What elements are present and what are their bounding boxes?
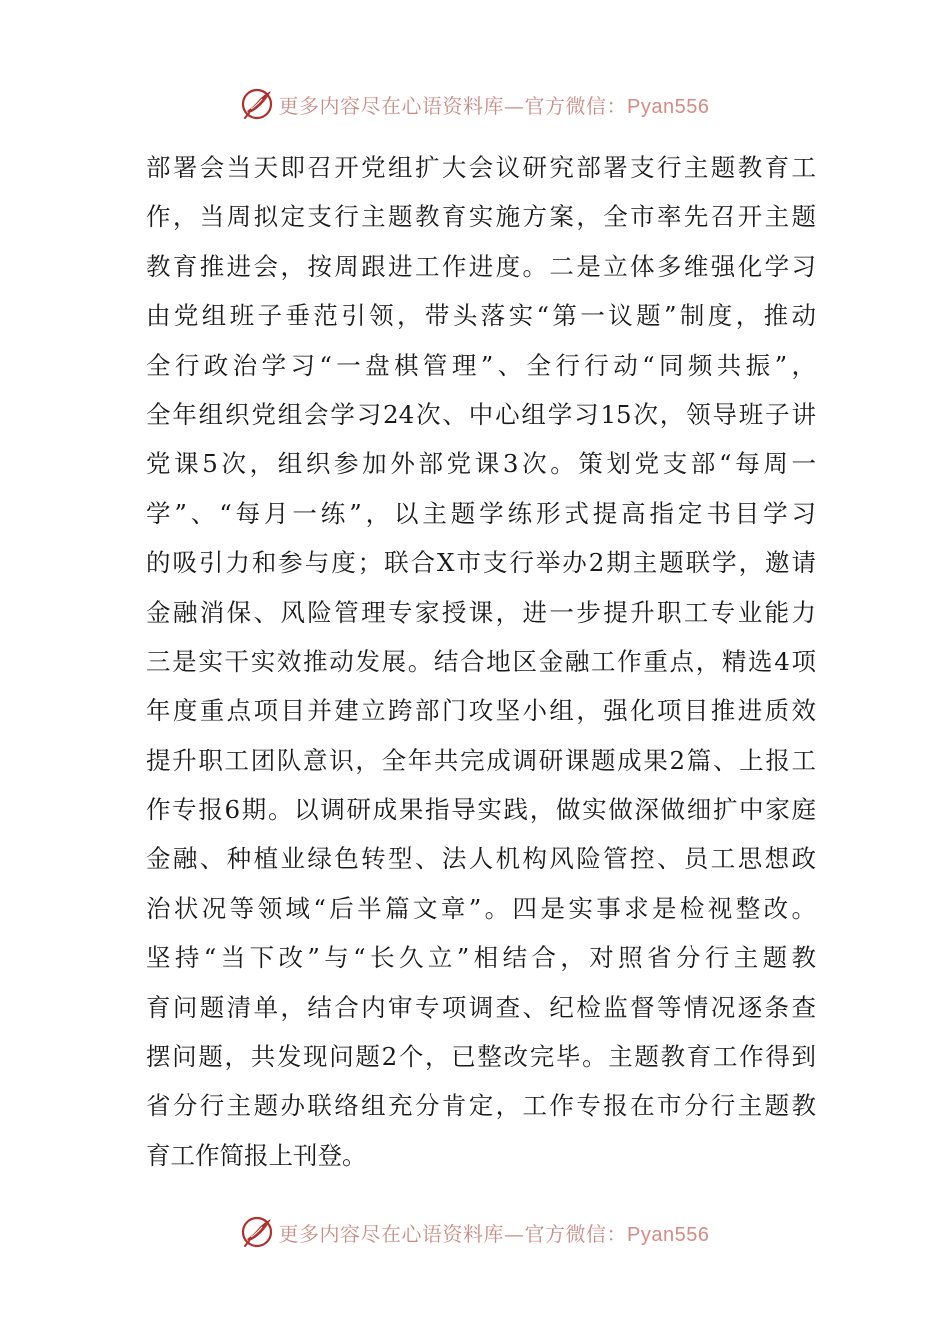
wechat-id: Pyan556 [627, 95, 710, 118]
footer-banner [0, 1208, 950, 1256]
text-line: 作专报6期。以调研成果指导实践，做实做深做细扩中家庭 [146, 795, 816, 825]
text-line: 摆问题，共发现问题2个，已整改完毕。主题教育工作得到 [146, 1042, 816, 1072]
text-line: 三是实干实效推动发展。结合地区金融工作重点，精选4项 [146, 646, 816, 676]
text-line: 金融、种植业绿色转型、法人机构风险管控、员工思想政 [146, 844, 816, 874]
text-line: 学”、“每月一练”，以主题学练形式提高指定书目学习 [146, 498, 816, 528]
text-line: 的吸引力和参与度；联合X市支行举办2期主题联学，邀请 [146, 548, 816, 578]
pen-quill-logo-icon [241, 1215, 275, 1249]
pen-quill-logo-icon [241, 87, 275, 121]
header-banner [0, 80, 950, 128]
text-line: 育工作简报上刊登。 [146, 1140, 367, 1170]
text-line: 省分行主题办联络组充分肯定，工作专报在市分行主题教 [146, 1091, 816, 1121]
text-line: 由党组班子垂范引领，带头落实“第一议题”制度，推动 [146, 301, 816, 331]
banner-text: 更多内容尽在心语资料库—官方微信：Pyan556 [278, 1221, 710, 1246]
text-line: 全行政治学习“一盘棋管理”、全行行动“同频共振”， [146, 350, 816, 380]
text-line: 作，当周拟定支行主题教育实施方案，全市率先召开主题 [146, 202, 816, 232]
text-line: 全年组织党组会学习24次、中心组学习15次，领导班子讲 [146, 399, 816, 429]
wechat-id: Pyan556 [627, 1223, 710, 1246]
body-paragraph [146, 143, 816, 1180]
text-line: 坚持“当下改”与“长久立”相结合，对照省分行主题教 [146, 943, 816, 973]
text-line: 年度重点项目并建立跨部门攻坚小组，强化项目推进质效 [146, 696, 816, 726]
text-line: 育问题清单，结合内审专项调查、纪检监督等情况逐条查 [146, 992, 816, 1022]
text-line: 教育推进会，按周跟进工作进度。二是立体多维强化学习 [146, 251, 816, 281]
text-line: 党课5次，组织参加外部党课3次。策划党支部“每周一 [146, 449, 816, 479]
banner-text: 更多内容尽在心语资料库—官方微信：Pyan556 [278, 93, 710, 118]
text-line: 金融消保、风险管理专家授课，进一步提升职工专业能力 [146, 597, 816, 627]
text-line: 提升职工团队意识，全年共完成调研课题成果2篇、上报工 [146, 745, 816, 775]
text-line: 治状况等领域“后半篇文章”。四是实事求是检视整改。 [146, 893, 816, 923]
text-line: 部署会当天即召开党组扩大会议研究部署支行主题教育工 [146, 153, 816, 182]
